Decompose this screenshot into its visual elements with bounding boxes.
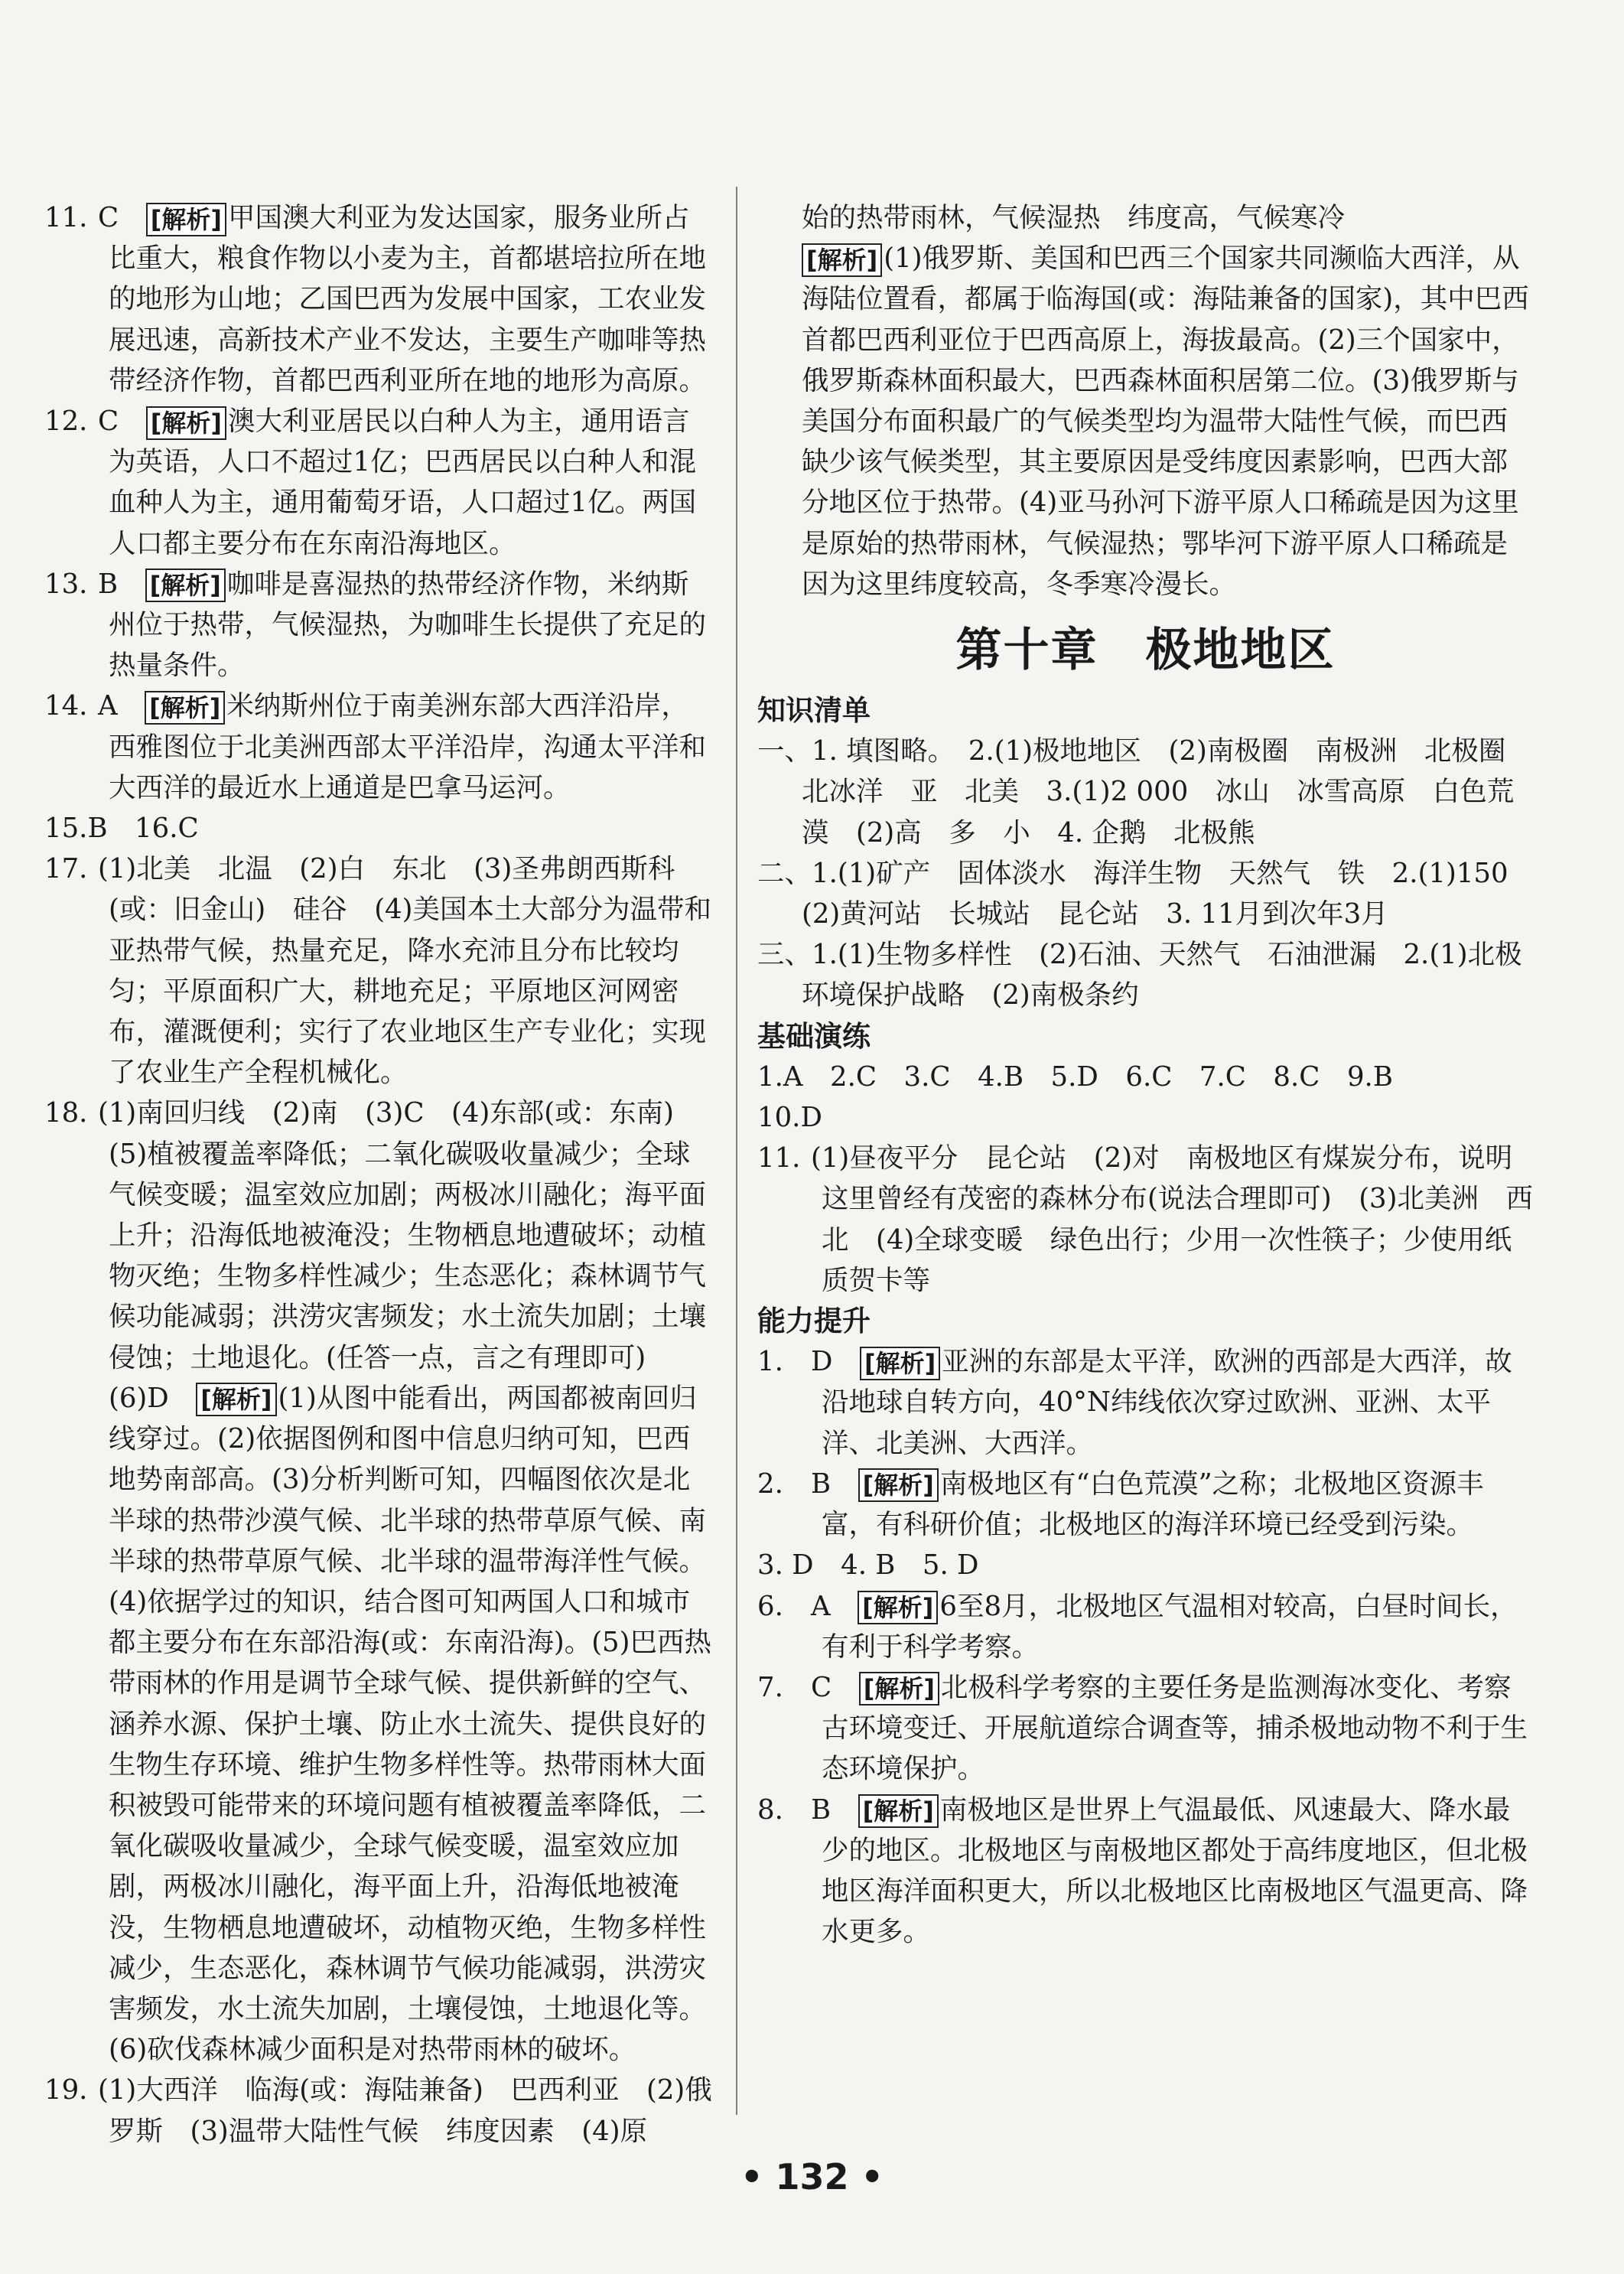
answer-choice: C — [811, 1671, 832, 1703]
analysis-tag: [解析] — [858, 1468, 939, 1502]
knowledge-2: 二、1.(1)矿产 固体淡水 海洋生物 天然气 铁 2.(1)150 (2)黄河站 长城站 昆仑站 3. 11月到次年3月 — [757, 857, 1536, 930]
answer-text: (1)昼夜平分 昆仑站 (2)对 南极地区有煤炭分布，说明这里曾经有茂密的森林分布(说法合理即可) (3)北美洲 西北 (4)全球变暖 绿色出行；少用一次性筷子；少使用纸质贺卡等 — [811, 1142, 1533, 1296]
analysis-tag: [解析] — [146, 203, 226, 236]
answer-choice: D — [811, 1346, 833, 1378]
answer-choice: B — [811, 1793, 832, 1826]
analysis-tag: [解析] — [860, 1347, 940, 1380]
answer-15-16: 15.B 16.C — [44, 813, 199, 845]
ability-answer-8: 8. B [解析] 南极地区是世界上气温最低、风速最大、降水最少的地区。北极地区与南极地区都处于高纬度地区，但北极地区海洋面积更大，所以北极地区比南极地区气温更高、降水更多。 — [757, 1793, 1528, 1948]
answer-choice: C — [98, 202, 119, 233]
answer-19-analysis — [757, 238, 1534, 604]
answer-14: 14. A [解析] 米纳斯州位于南美洲东部大西洋沿岸，西雅图位于北美洲西部太平洋沿岸，沟通太平洋和大西洋的最近水上通道是巴拿马运河。 — [44, 690, 707, 803]
analysis-tag: [解析] — [146, 406, 226, 440]
right-column — [757, 197, 1534, 1952]
answer-19: 19. (1)大西洋 临海(或：海陆兼备) 巴西利亚 (2)俄罗斯 (3)温带大陆性气候 纬度因素 (4)原 — [44, 2074, 712, 2147]
answer-text: 南极地区有“白色荒漠”之称；北极地区资源丰富，有科研价值；北极地区的海洋环境已经受到污染。 — [822, 1468, 1484, 1541]
basic-answer-10: 10.D — [757, 1102, 822, 1134]
analysis-tag: [解析] — [196, 1383, 276, 1416]
answer-11: 11. C [解析] 甲国澳大利亚为发达国家，服务业所占比重大，粮食作物以小麦为主，首都堪培拉所在地的地形为山地；乙国巴西为发展中国家，工农业发展迅速，高新技术产业不发达，主要生产咖啡等热带经济作物，首都巴西利亚所在地的地形为高原。 — [44, 202, 707, 396]
answer-text: 甲国澳大利亚为发达国家，服务业所占比重大，粮食作物以小麦为主，首都堪培拉所在地的地形为山地；乙国巴西为发展中国家，工农业发展迅速，高新技术产业不发达，主要生产咖啡等热带经济作物，首都巴西利亚所在地的地形为高原。 — [109, 202, 707, 396]
answer-choice: B — [811, 1468, 832, 1500]
analysis-tag: [解析] — [802, 243, 882, 277]
analysis-tag: [解析] — [858, 1794, 939, 1828]
answer-text: (1)南回归线 (2)南 (3)C (4)东部(或：东南) (5)植被覆盖率降低；二氧化碳吸收量减少；全球气候变暖；温室效应加剧；两极冰川融化；海平面上升；沿海低地被淹没；生物栖息地遭破坏；动植物灭绝；生物多样性减少；生态恶化；森林调节气候功能减弱；洪涝灾害频发；水土流失加剧；土壤侵蚀；土地退化。(任答一点，言之有理即可) (6)D — [98, 1097, 707, 1414]
column-divider — [736, 187, 737, 2115]
answer-18: 18. (1)南回归线 (2)南 (3)C (4)东部(或：东南) (5)植被覆盖率降低；二氧化碳吸收量减少；全球气候变暖；温室效应加剧；两极冰川融化；海平面上升；沿海低地被淹没；生物栖息地遭破坏；动植物灭绝；生物多样性减少；生态恶化；森林调节气候功能减弱；洪涝灾害频发；水土流失加剧；土壤侵蚀；土地退化。(任答一点，言之有理即可) (6)D [解析] (1)从图中能看出，两国都被南回归线穿过。(2)依据图例和图中信息归纳可知，巴西地势南部高。(3)分析判断可知，四幅图依次是北半球的热带沙漠气候、北半球的热带草原气候、南半球的热带草原气候、北半球的温带海洋性气候。(4)依据学过的知识，结合图可知两国人口和城市都主要分布在东部沿海(或：东南沿海)。(5)巴西热带雨林的作用是调节全球气候、提供新鲜的空气、涵养水源、保护土壤、防止水土流失、提供良好的生物生存环境、维护生物多样性等。热带雨林大面积被毁可能带来的环境问题有植被覆盖率降低，二氧化碳吸收量减少，全球气候变暖，温室效应加剧，两极冰川融化，海平面上升，沿海低地被淹没，生物栖息地遭破坏，动植物灭绝，生物多样性减少，生态恶化，森林调节气候功能减弱，洪涝灾害频发，水土流失加剧，土壤侵蚀，土地退化等。(6)砍伐森林减少面积是对热带雨林的破坏。 — [44, 1097, 711, 2066]
knowledge-3: 三、1.(1)生物多样性 (2)石油、天然气 石油泄漏 2.(1)北极环境保护战略 (2)南极条约 — [757, 939, 1522, 1012]
answer-19-continued: 始的热带雨林，气候湿热 纬度高，气候寒冷 — [802, 202, 1346, 233]
section-knowledge-list: 知识清单 — [757, 694, 871, 728]
analysis-tag: [解析] — [859, 1672, 939, 1706]
answer-text: 米纳斯州位于南美洲东部大西洋沿岸，西雅图位于北美洲西部太平洋沿岸，沟通太平洋和大西洋的最近水上通道是巴拿马运河。 — [109, 690, 707, 803]
ability-answer-7: 7. C [解析] 北极科学考察的主要任务是监测海冰变化、考察古环境变迁、开展航道综合调查等，捕杀极地动物不利于生态环境保护。 — [757, 1671, 1528, 1785]
page-number: • 132 • — [740, 2156, 884, 2197]
ability-answer-1: 1. D [解析] 亚洲的东部是太平洋，欧洲的西部是大西洋，故沿地球自转方向，40°N纬线依次穿过欧洲、亚洲、太平洋、北美洲、大西洋。 — [757, 1346, 1512, 1459]
section-ability-improvement: 能力提升 — [757, 1305, 871, 1338]
answer-choice: B — [98, 568, 119, 600]
analysis-tag: [解析] — [145, 691, 225, 725]
left-column — [44, 197, 714, 2152]
answer-text: 咖啡是喜湿热的热带经济作物，米纳斯州位于热带，气候湿热，为咖啡生长提供了充足的热量条件。 — [109, 568, 707, 682]
knowledge-1: 一、1. 填图略。 2.(1)极地地区 (2)南极圈 南极洲 北极圈 北冰洋 亚 北美 3.(1)2 000 冰山 冰雪高原 白色荒漠 (2)高 多 小 4. 企鹅 北极熊 — [757, 735, 1533, 849]
answer-text: (1)大西洋 临海(或：海陆兼备) 巴西利亚 (2)俄罗斯 (3)温带大陆性气候 纬度因素 (4)原 — [98, 2074, 712, 2147]
analysis-tag: [解析] — [145, 568, 226, 602]
ability-answer-2: 2. B [解析] 南极地区有“白色荒漠”之称；北极地区资源丰富，有科研价值；北极地区的海洋环境已经受到污染。 — [757, 1468, 1484, 1541]
answer-13: 13. B [解析] 咖啡是喜湿热的热带经济作物，米纳斯州位于热带，气候湿热，为咖啡生长提供了充足的热量条件。 — [44, 568, 707, 682]
answer-text: 6至8月，北极地区气温相对较高，白昼时间长，有利于科学考察。 — [822, 1590, 1518, 1663]
answer-text: 澳大利亚居民以白种人为主，通用语言为英语，人口不超过1亿；巴西居民以白种人和混血种人为主，通用葡萄牙语，人口超过1亿。两国人口都主要分布在东南沿海地区。 — [109, 406, 697, 559]
answer-text: 亚洲的东部是太平洋，欧洲的西部是大西洋，故沿地球自转方向，40°N纬线依次穿过欧洲、亚洲、太平洋、北美洲、大西洋。 — [822, 1346, 1512, 1459]
ability-answer-6: 6. A [解析] 6至8月，北极地区气温相对较高，白昼时间长，有利于科学考察。 — [757, 1590, 1518, 1663]
answer-text: (1)北美 北温 (2)白 东北 (3)圣弗朗西斯科(或：旧金山) 硅谷 (4)美国本土大部分为温带和亚热带气候，热量充足，降水充沛且分布比较均匀；平原面积广大，耕地充足；平原地区河网密布，灌溉便利；实行了农业地区生产专业化；实现了农业生产全程机械化。 — [98, 853, 711, 1089]
answer-12: 12. C [解析] 澳大利亚居民以白种人为主，通用语言为英语，人口不超过1亿；巴西居民以白种人和混血种人为主，通用葡萄牙语，人口超过1亿。两国人口都主要分布在东南沿海地区。 — [44, 406, 697, 559]
answer-text: 北极科学考察的主要任务是监测海冰变化、考察古环境变迁、开展航道综合调查等，捕杀极地动物不利于生态环境保护。 — [822, 1671, 1528, 1785]
answer-choice: A — [98, 690, 118, 722]
analysis-text: (1)从图中能看出，两国都被南回归线穿过。(2)依据图例和图中信息归纳可知，巴西地势南部高。(3)分析判断可知，四幅图依次是北半球的热带沙漠气候、北半球的热带草原气候、南半球的热带草原气候、北半球的温带海洋性气候。(4)依据学过的知识，结合图可知两国人口和城市都主要分布在东部沿海(或：东南沿海)。(5)巴西热带雨林的作用是调节全球气候、提供新鲜的空气、涵养水源、保护土壤、防止水土流失、提供良好的生物生存环境、维护生物多样性等。热带雨林大面积被毁可能带来的环境问题有植被覆盖率降低，二氧化碳吸收量减少，全球气候变暖，温室效应加剧，两极冰川融化，海平面上升，沿海低地被淹没，生物栖息地遭破坏，动植物灭绝，生物多样性减少，生态恶化，森林调节气候功能减弱，洪涝灾害频发，水土流失加剧，土壤侵蚀，土地退化等。(6)砍伐森林减少面积是对热带雨林的破坏。 — [109, 1382, 711, 2066]
analysis-tag: [解析] — [858, 1591, 938, 1624]
answer-17: 17. (1)北美 北温 (2)白 东北 (3)圣弗朗西斯科(或：旧金山) 硅谷 (4)美国本土大部分为温带和亚热带气候，热量充足，降水充沛且分布比较均匀；平原面积广大，耕地充足；平原地区河网密布，灌溉便利；实行了农业地区生产专业化；实现了农业生产全程机械化。 — [44, 853, 711, 1089]
analysis-text: (1)俄罗斯、美国和巴西三个国家共同濒临大西洋，从海陆位置看，都属于临海国(或：海陆兼备的国家)，其中巴西首都巴西利亚位于巴西高原上，海拔最高。(2)三个国家中，俄罗斯森林面积最大，巴西森林面积居第二位。(3)俄罗斯与美国分布面积最广的气候类型均为温带大陆性气候，而巴西缺少该气候类型，其主要原因是受纬度因素影响，巴西大部分地区位于热带。(4)亚马孙河下游平原人口稀疏是因为这里是原始的热带雨林，气候湿热；鄂毕河下游平原人口稀疏是因为这里纬度较高，冬季寒冷漫长。 — [802, 243, 1529, 600]
section-basic-practice: 基础演练 — [757, 1019, 871, 1053]
answer-choice: C — [98, 406, 119, 438]
chapter-title: 第十章 极地地区 — [955, 624, 1336, 678]
answer-choice: A — [811, 1590, 831, 1622]
ability-answers-3-5: 3. D 4. B 5. D — [757, 1549, 979, 1582]
basic-answers-1-9: 1.A 2.C 3.C 4.B 5.D 6.C 7.C 8.C 9.B — [757, 1060, 1393, 1093]
basic-answer-11: 11. (1)昼夜平分 昆仑站 (2)对 南极地区有煤炭分布，说明这里曾经有茂密的森林分布(说法合理即可) (3)北美洲 西北 (4)全球变暖 绿色出行；少用一次性筷子；少使用纸质贺卡等 — [757, 1142, 1533, 1296]
answer-text: 南极地区是世界上气温最低、风速最大、降水最少的地区。北极地区与南极地区都处于高纬度地区，但北极地区海洋面积更大，所以北极地区比南极地区气温更高、降水更多。 — [822, 1793, 1528, 1948]
